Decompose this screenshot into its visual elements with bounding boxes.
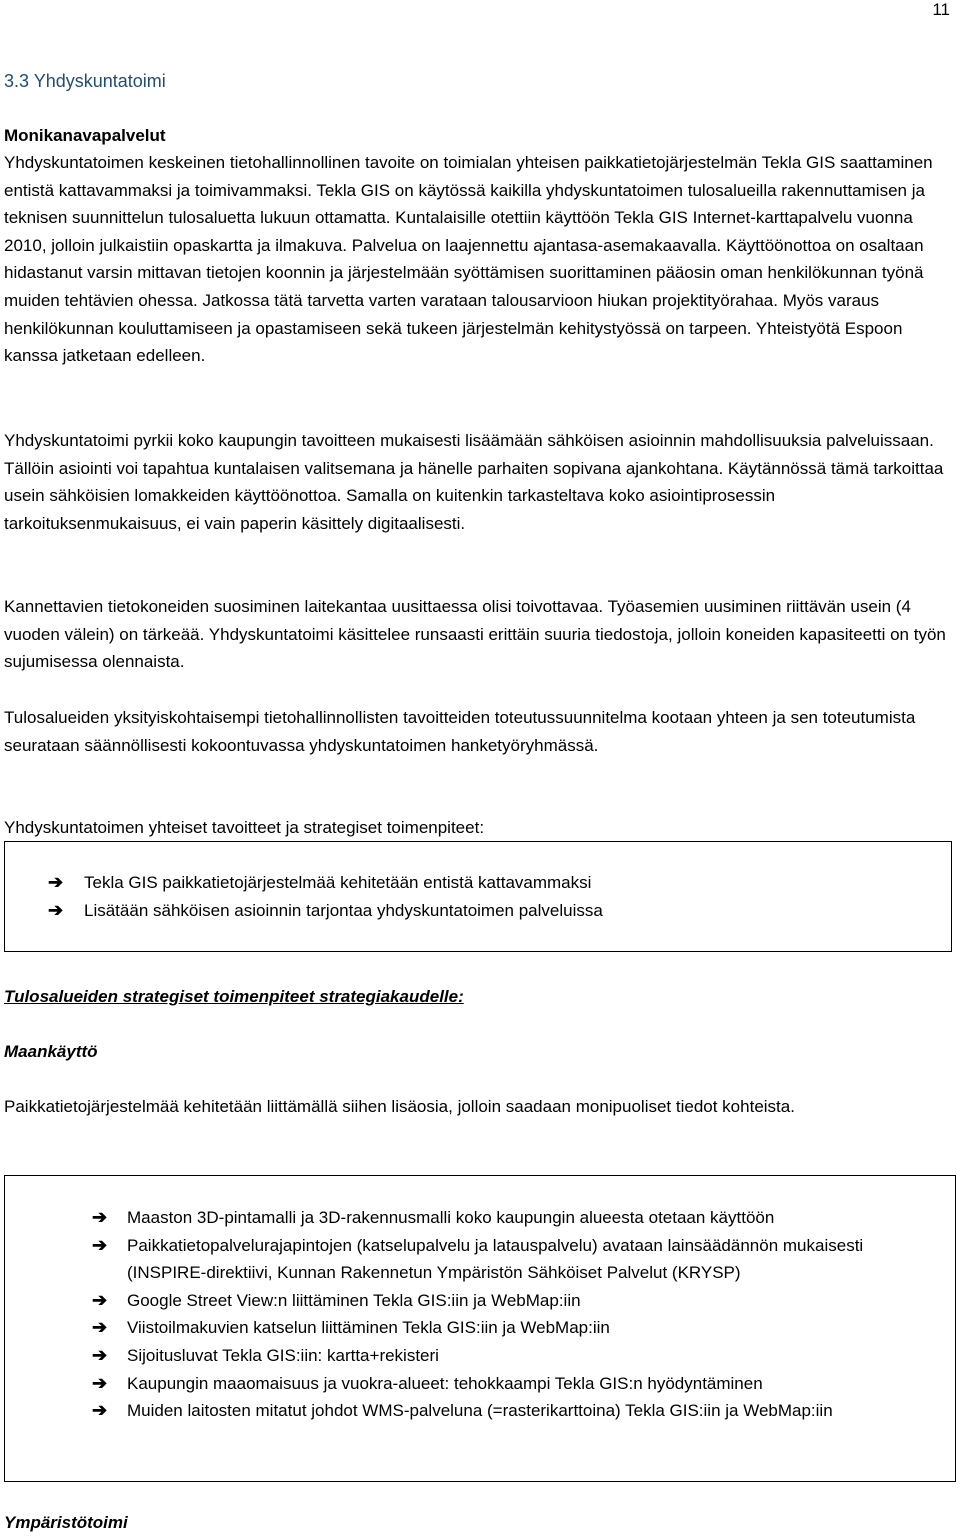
subheading-monikanavapalvelut: Monikanavapalvelut [4, 126, 166, 145]
page-number: 11 [932, 0, 950, 19]
strategic-heading: Tulosalueiden strategiset toimenpiteet strategiakaudelle: [4, 987, 464, 1006]
list-item: ➔ Lisätään sähköisen asioinnin tarjontaa yhdyskuntatoimen palveluissa [48, 897, 928, 925]
list-item: ➔ Google Street View:n liittäminen Tekla GIS:iin ja WebMap:iin [92, 1287, 937, 1315]
ymparistotoimi-heading: Ympäristötoimi [4, 1513, 128, 1532]
arrow-icon: ➔ [92, 1234, 108, 1255]
arrow-icon: ➔ [48, 872, 64, 892]
arrow-icon: ➔ [48, 899, 64, 920]
maankaytto-paragraph: Paikkatietojärjestelmää kehitetään liittämällä siihen lisäosia, jolloin saadaan monipuoliset tiedot kohteista. [4, 1097, 795, 1116]
arrow-icon: ➔ [92, 1289, 108, 1310]
goals-list [48, 869, 928, 924]
maankaytto-heading: Maankäyttö [4, 1042, 98, 1061]
arrow-icon: ➔ [92, 1400, 108, 1421]
paragraph-1: Yhdyskuntatoimen keskeinen tietohallinnollinen tavoite on toimialan yhteisen paikkatietojärjestelmän Tekla GIS saattaminen entistä kattavammaksi ja toimivammaksi. Tekla GIS on käytössä kaikilla yhdyskuntatoimen tulosalueilla rakennuttamisen ja teknisen suunnittelun tulosaluetta lukuun ottamatta. Kuntalaisille otettiin käyttöön Tekla GIS Internet-karttapalvelu vuonna 2010, jolloin julkaistiin opaskartta ja ilmakuva. Palvelua on laajennettu ajantasa-asemakaavalla. Käyttöönottoa on osaltaan hidastanut varsin mittavan tietojen koonnin ja järjestelmään syöttämisen suorittaminen pääosin oman henkilökunnan työnä muiden tehtävien ohessa. Jatkossa tätä tarvetta varten varataan talousarvioon hiukan projektityörahaa. Myös varaus henkilökunnan kouluttamiseen ja opastamiseen sekä tukeen järjestelmän kehitystyössä on tarpeen. Yhteistyötä Espoon kanssa jatketaan edelleen. [4, 153, 933, 366]
list-item: ➔ Viistoilmakuvien katselun liittäminen Tekla GIS:iin ja WebMap:iin [92, 1314, 937, 1342]
list-item: ➔ Maaston 3D-pintamalli ja 3D-rakennusmalli koko kaupungin alueesta otetaan käyttöön [92, 1204, 937, 1232]
arrow-icon: ➔ [92, 1344, 108, 1365]
section-heading: 3.3 Yhdyskuntatoimi [4, 71, 166, 91]
list-item: ➔ Tekla GIS paikkatietojärjestelmää kehitetään entistä kattavammaksi [48, 869, 928, 897]
paragraph-3: Kannettavien tietokoneiden suosiminen laitekantaa uusittaessa olisi toivottavaa. Työasemien uusiminen riittävän usein (4 vuoden välein) on tärkeää. Yhdyskuntatoimi käsittelee runsaasti erittäin suuria tiedostoja, jolloin koneiden kapasiteetti on työn sujumisessa olennaista. [4, 597, 946, 672]
list-item: ➔ Paikkatietopalvelurajapintojen (katselupalvelu ja latauspalvelu) avataan lainsäädännön mukaisesti (INSPIRE-direktiivi, Kunnan Rakennetun Ympäristön Sähköiset Palvelut (KRYSP) [92, 1232, 937, 1287]
list-item: ➔ Muiden laitosten mitatut johdot WMS-palveluna (=rasterikarttoina) Tekla GIS:iin ja WebMap:iin [92, 1397, 937, 1425]
arrow-icon: ➔ [92, 1317, 108, 1338]
arrow-icon: ➔ [92, 1207, 108, 1227]
paragraph-5: Yhdyskuntatoimen yhteiset tavoitteet ja strategiset toimenpiteet: [4, 818, 485, 837]
arrow-icon: ➔ [92, 1372, 108, 1393]
actions-list [92, 1204, 937, 1425]
list-item: ➔ Sijoitusluvat Tekla GIS:iin: kartta+rekisteri [92, 1342, 937, 1370]
paragraph-2: Yhdyskuntatoimi pyrkii koko kaupungin tavoitteen mukaisesti lisäämään sähköisen asioinnin mahdollisuuksia palveluissaan. Tällöin asiointi voi tapahtua kuntalaisen valitsemana ja hänelle parhaiten sopivana ajankohtana. Käytännössä tämä tarkoittaa usein sähköisien lomakkeiden käyttöönottoa. Samalla on kuitenkin tarkasteltava koko asiointiprosessin tarkoituksenmukaisuus, ei vain paperin käsittely digitaalisesti. [4, 431, 944, 533]
paragraph-4: Tulosalueiden yksityiskohtaisempi tietohallinnollisten tavoitteiden toteutussuunnitelma kootaan yhteen ja sen toteutumista seurataan säännöllisesti kokoontuvassa yhdyskuntatoimen hanketyöryhmässä. [4, 708, 916, 755]
list-item: ➔ Kaupungin maaomaisuus ja vuokra-alueet: tehokkaampi Tekla GIS:n hyödyntäminen [92, 1370, 937, 1398]
